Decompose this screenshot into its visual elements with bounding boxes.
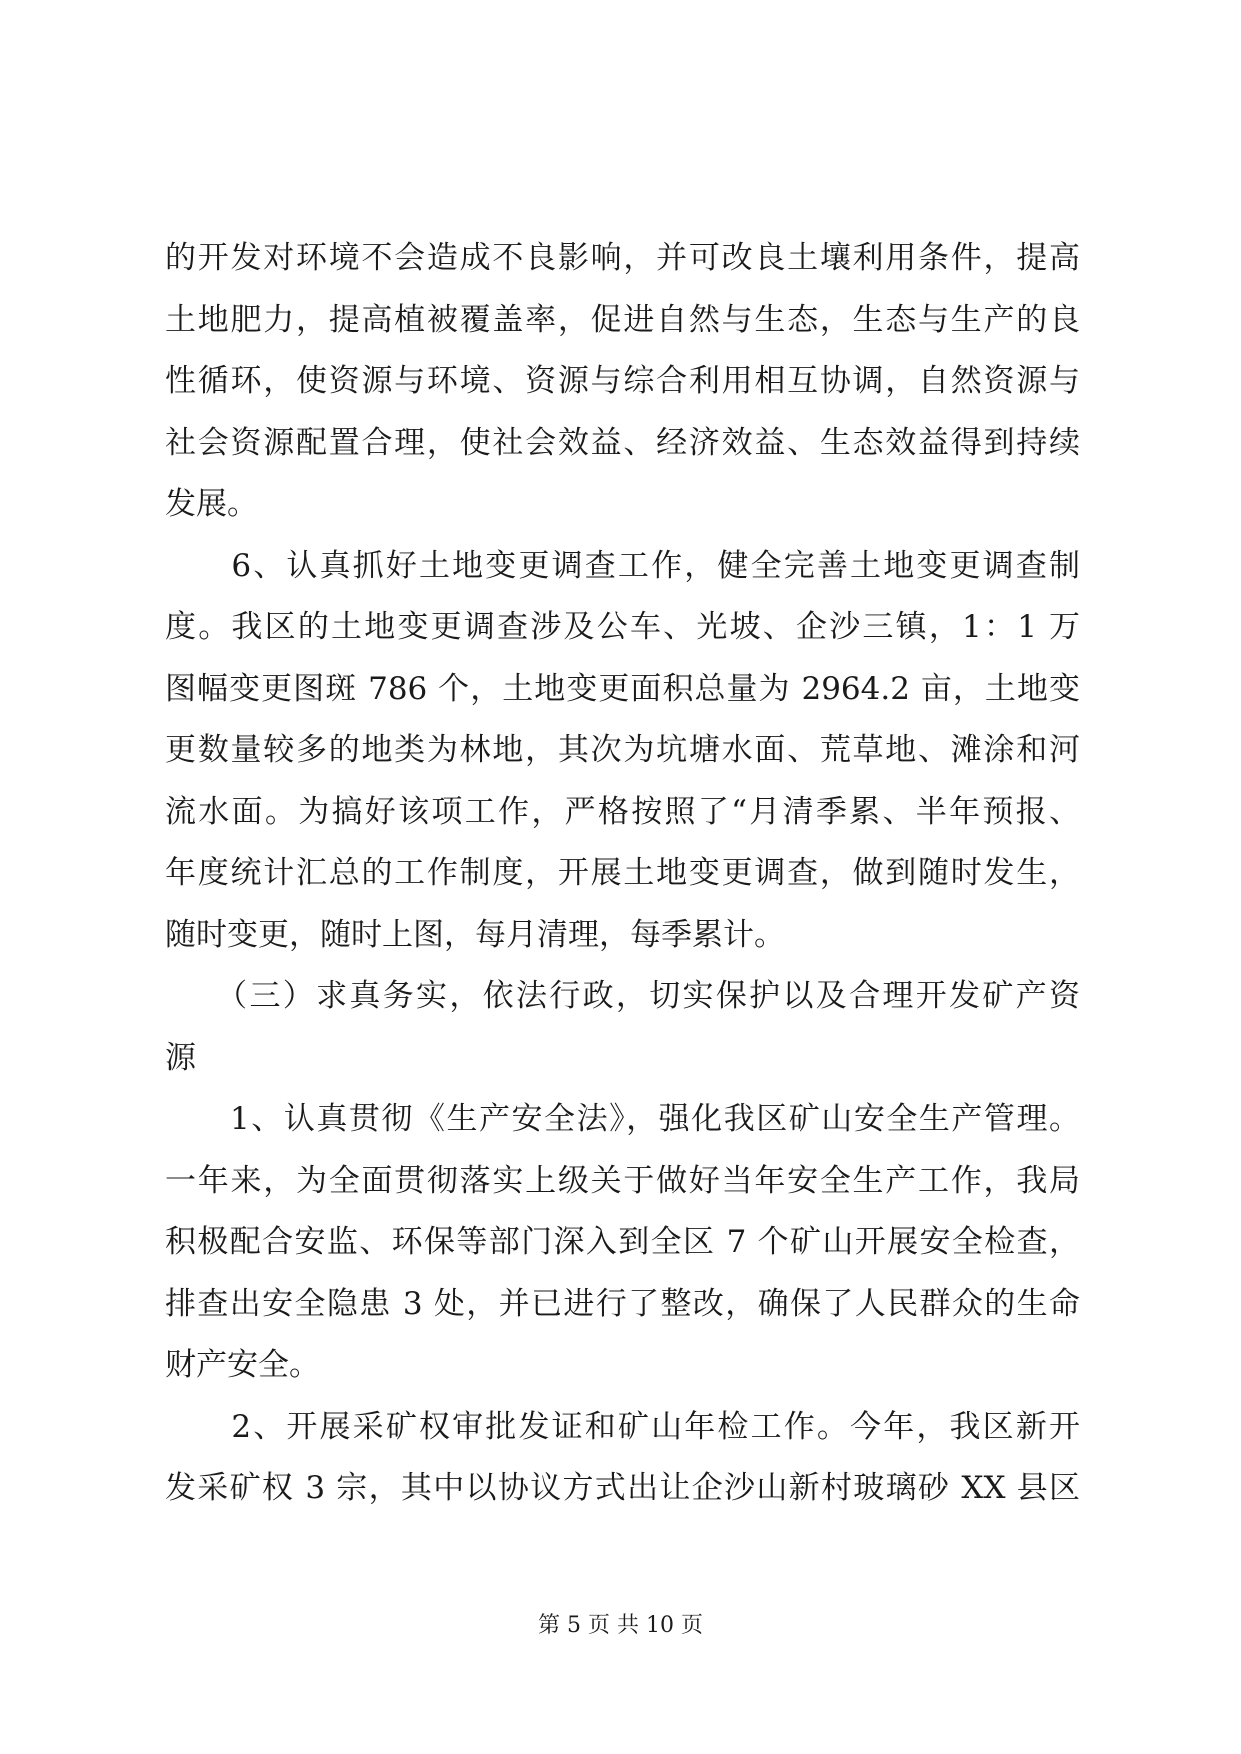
text-line: 流水面。为搞好该项工作，严格按照了“月清季累、半年预报、: [165, 793, 1080, 830]
page-footer: 第 5 页 共 10 页: [538, 1613, 703, 1638]
text-line: 图幅变更图斑 786 个，土地变更面积总量为 2964.2 亩，土地变: [165, 670, 1080, 707]
text-line: 排查出安全隐患 3 处，并已进行了整改，确保了人民群众的生命: [165, 1285, 1080, 1322]
text-line: 一年来，为全面贯彻落实上级关于做好当年安全生产工作，我局: [165, 1162, 1080, 1199]
text-line: 性循环，使资源与环境、资源与综合利用相互协调，自然资源与: [165, 363, 1080, 399]
text-line: 社会资源配置合理，使社会效益、经济效益、生态效益得到持续: [165, 424, 1080, 461]
text-line: 的开发对环境不会造成不良影响，并可改良土壤利用条件，提高: [165, 240, 1080, 276]
text-line: 度。我区的土地变更调查涉及公车、光坡、企沙三镇，1：1 万: [165, 609, 1080, 645]
text-line: 随时变更，随时上图，每月清理，每季累计。: [165, 916, 785, 953]
text-line: 2、开展采矿权审批发证和矿山年检工作。今年，我区新开: [165, 1408, 1080, 1445]
text-line: 6、认真抓好土地变更调查工作，健全完善土地变更调查制: [165, 547, 1080, 584]
text-line: 年度统计汇总的工作制度，开展土地变更调查，做到随时发生，: [165, 855, 1080, 891]
body-text: [165, 228, 1080, 1520]
text-line: 发采矿权 3 宗，其中以协议方式出让企沙山新村玻璃砂 XX 县区: [165, 1470, 1080, 1506]
text-line: 更数量较多的地类为林地，其次为坑塘水面、荒草地、滩涂和河: [165, 732, 1080, 768]
text-line: 1、认真贯彻《生产安全法》，强化我区矿山安全生产管理。: [165, 1101, 1080, 1137]
text-line: 发展。: [165, 486, 258, 522]
text-line: 积极配合安监、环保等部门深入到全区 7 个矿山开展安全检查，: [165, 1224, 1080, 1260]
text-line: 财产安全。: [165, 1347, 320, 1383]
text-line: （三）求真务实，依法行政，切实保护以及合理开发矿产资: [165, 978, 1080, 1014]
text-line: 源: [165, 1039, 196, 1076]
text-line: 土地肥力，提高植被覆盖率，促进自然与生态，生态与生产的良: [165, 301, 1080, 338]
